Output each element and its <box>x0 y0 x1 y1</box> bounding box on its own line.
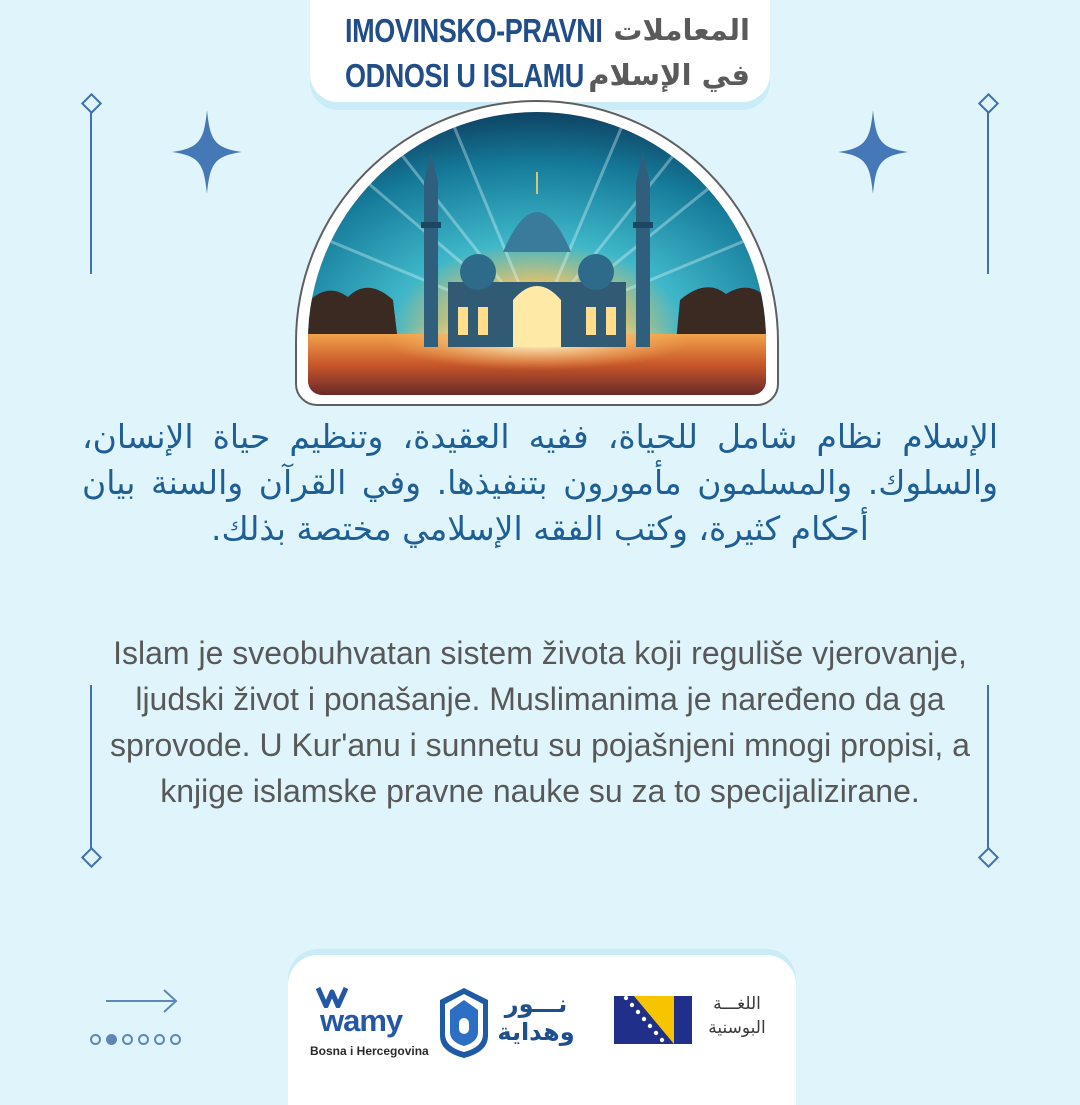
language-line1: اللغـــة <box>713 994 761 1014</box>
page-title-latin <box>345 8 603 98</box>
pagination-dot[interactable] <box>138 1034 149 1045</box>
divider-line <box>987 685 989 848</box>
diamond-icon <box>978 93 999 114</box>
language-label <box>700 992 774 1040</box>
title-arabic-line1: المعاملات <box>613 13 750 47</box>
pagination-dots[interactable] <box>90 1034 181 1045</box>
pagination-dot[interactable] <box>154 1034 165 1045</box>
arabic-paragraph: الإسلام نظام شامل للحياة، ففيه العقيدة، وتنظيم حياة الإنسان، والسلوك. والمسلمون مأمورون بتنفيذها. وفي القرآن والسنة بيان أحكام كثيرة، وكتب الفقه الإسلامي مختصة بذلك. <box>82 417 998 548</box>
divider-line <box>90 112 92 274</box>
bosnian-paragraph: Islam je sveobuhvatan sistem života koji reguliše vjerovanje, ljudski život i ponašanje. Muslimanima je naređeno da ga sprovode. U Kur'anu i sunnetu su pojašnjeni mnogi propisi, a knjige islamske pravne nauke su za to specijalizirane. <box>110 635 970 809</box>
noor-hidaya-logo-text <box>496 990 576 1046</box>
sparkle-star-icon <box>172 110 242 194</box>
wamy-region-label: Bosna i Hercegovina <box>310 1044 429 1058</box>
noor-hidaya-logo-icon <box>436 986 492 1060</box>
language-line2: البوسنية <box>708 1018 766 1038</box>
title-arabic-line2: في الإسلام <box>588 58 750 92</box>
diamond-icon <box>81 847 102 868</box>
diamond-icon <box>81 93 102 114</box>
pagination-dot[interactable] <box>170 1034 181 1045</box>
wamy-logo-text: wamy <box>320 1003 403 1038</box>
arrow-right-icon[interactable] <box>104 986 180 1016</box>
bosnia-flag <box>614 996 692 1044</box>
divider-line <box>987 112 989 274</box>
noor-line2: وهداية <box>497 1018 575 1046</box>
divider-line <box>90 685 92 848</box>
title-latin-line2: ODNOSI U ISLAMU <box>345 57 584 94</box>
page-title-arabic <box>570 8 750 98</box>
pagination-dot[interactable] <box>90 1034 101 1045</box>
sparkle-star-icon <box>838 110 908 194</box>
pagination-dot[interactable] <box>122 1034 133 1045</box>
title-latin-line1: IMOVINSKO-PRAVNI <box>345 12 603 49</box>
diamond-icon <box>978 847 999 868</box>
mosque-illustration <box>308 112 766 395</box>
noor-line1: نـــور <box>504 990 568 1018</box>
pagination-dot-active[interactable] <box>106 1034 117 1045</box>
